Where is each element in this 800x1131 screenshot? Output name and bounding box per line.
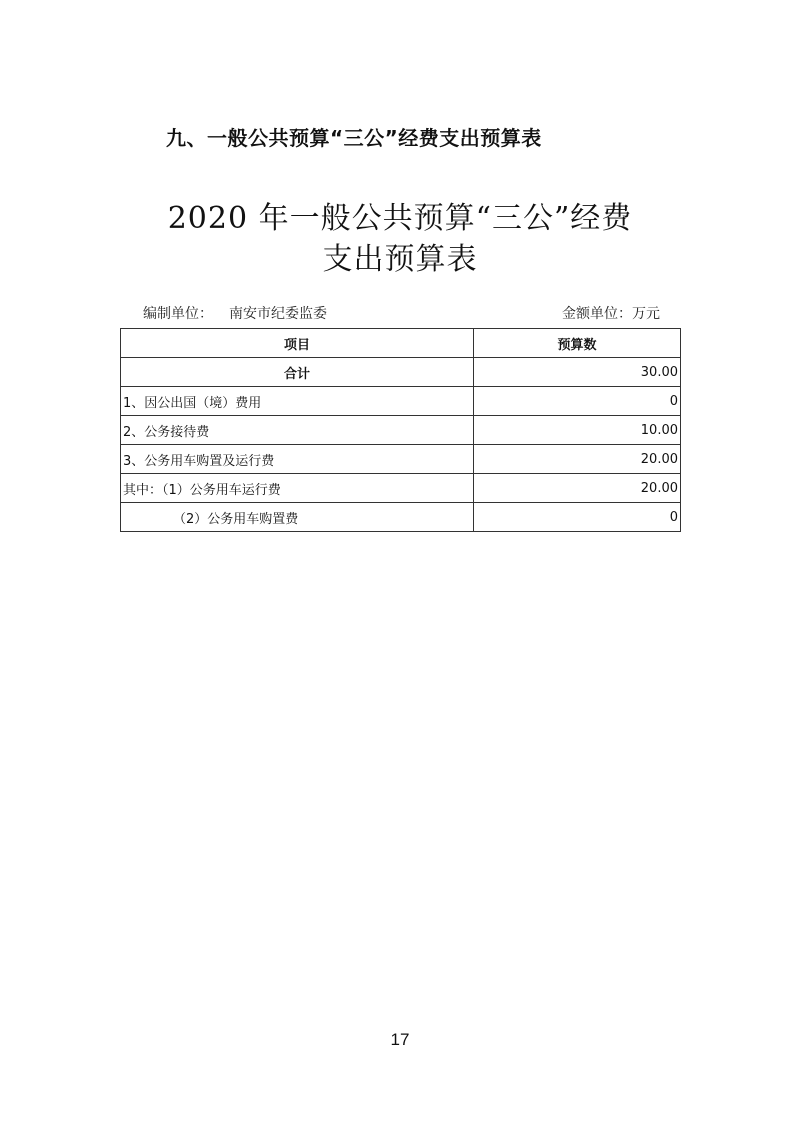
compiling-unit-label: 编制单位： [143, 306, 213, 322]
page-number: 17 [390, 1030, 410, 1049]
table-row [121, 387, 681, 416]
row-amount: 0 [474, 387, 681, 416]
row-label: 其中：（1）公务用车运行费 [121, 474, 474, 503]
row-label: （2）公务用车购置费 [173, 511, 299, 527]
compiling-unit [143, 303, 327, 323]
document-title-line2: 支出预算表 [322, 242, 478, 277]
row-label: 合计 [121, 358, 474, 387]
row-label-cell [121, 503, 474, 532]
row-amount: 30.00 [474, 358, 681, 387]
document-title-line1: 2020 年一般公共预算“三公”经费 [167, 201, 633, 236]
row-amount: 10.00 [474, 416, 681, 445]
table-row [121, 416, 681, 445]
table-row-total [121, 358, 681, 387]
row-label: 1、因公出国（境）费用 [121, 387, 474, 416]
row-amount: 20.00 [474, 445, 681, 474]
section-heading: 九、一般公共预算“三公”经费支出预算表 [166, 126, 542, 150]
table-row [121, 445, 681, 474]
row-amount: 20.00 [474, 474, 681, 503]
header-amount: 预算数 [474, 329, 681, 358]
budget-table [120, 328, 681, 532]
row-label: 2、公务接待费 [121, 416, 474, 445]
table-row [121, 474, 681, 503]
table-row [121, 503, 681, 532]
row-amount: 0 [474, 503, 681, 532]
currency-unit: 金额单位：万元 [562, 306, 660, 322]
header-item: 项目 [121, 329, 474, 358]
row-label: 3、公务用车购置及运行费 [121, 445, 474, 474]
compiling-unit-name: 南安市纪委监委 [229, 306, 327, 322]
table-header-row [121, 329, 681, 358]
